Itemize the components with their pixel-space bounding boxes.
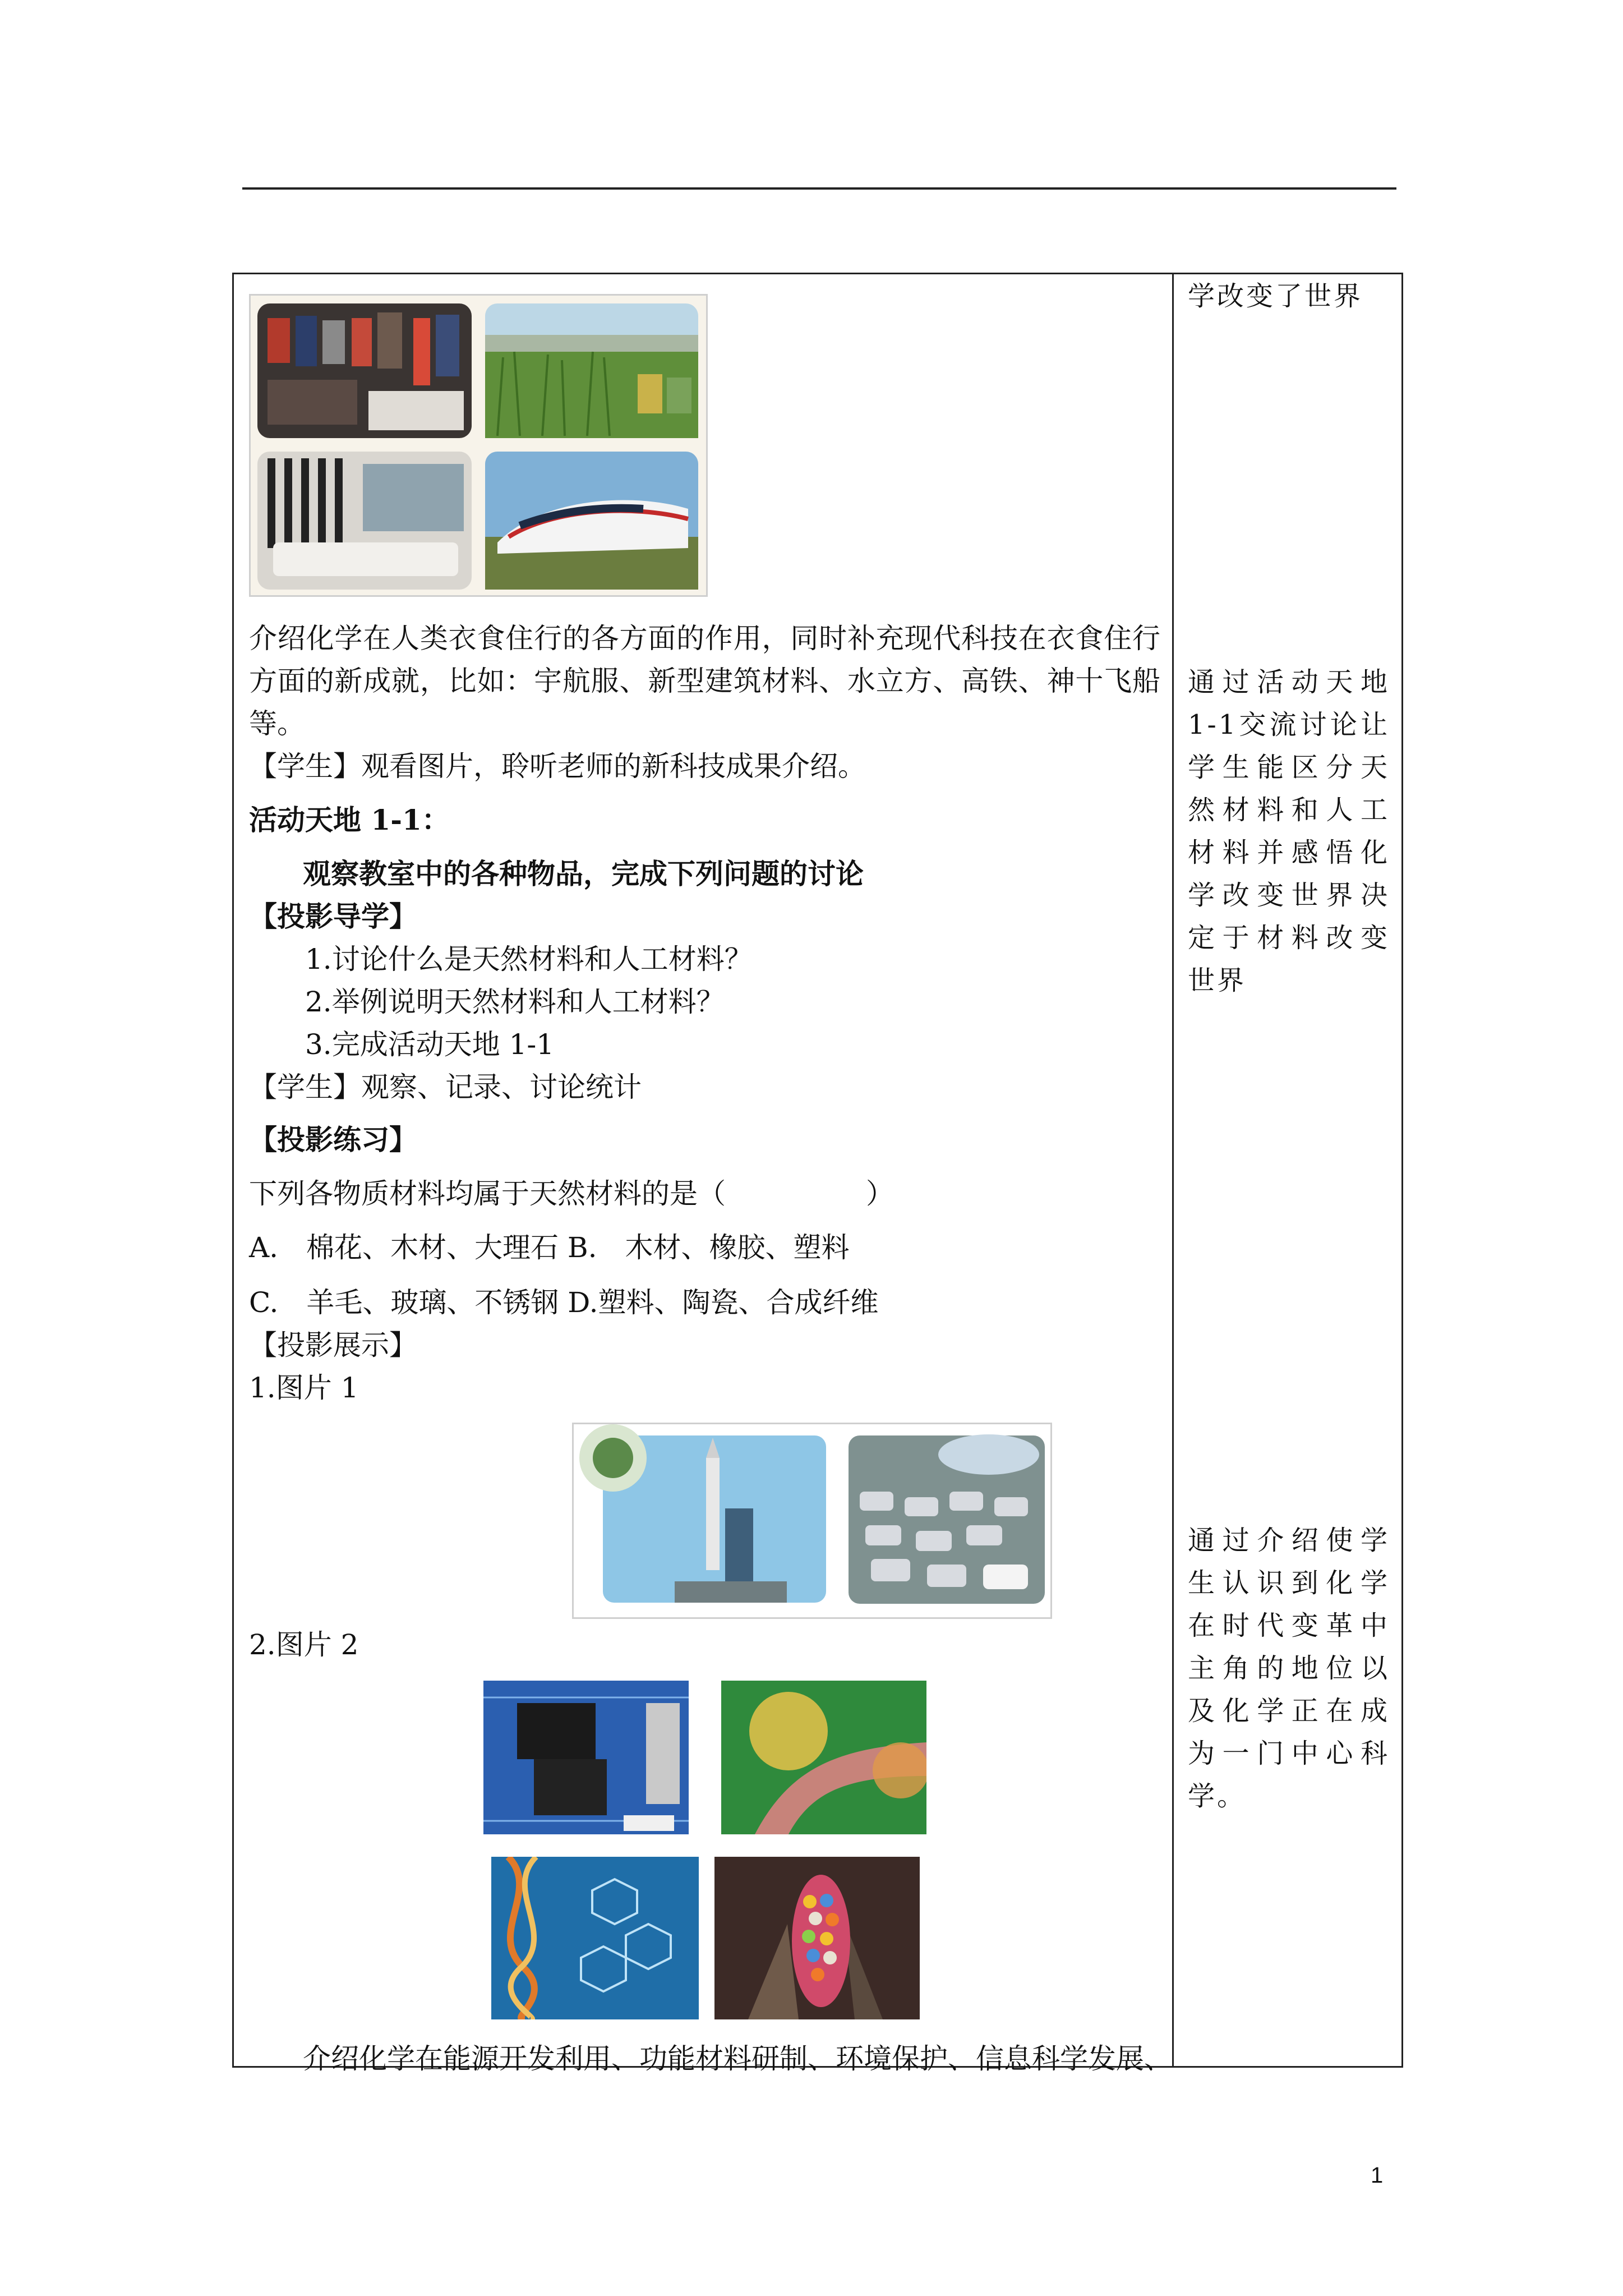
colored-corn-graphic: [714, 1857, 920, 2019]
picture-1-image: [572, 1423, 1052, 1619]
student-note-2: 【学生】观察、记录、讨论统计: [249, 1071, 642, 1103]
practice-title: 【投影练习】: [249, 1123, 417, 1156]
guide-title: 【投影导学】: [249, 900, 417, 933]
colored-corn-image: [714, 1857, 920, 2019]
dna-network-graphic: [491, 1857, 699, 2019]
life-collage-image: [249, 294, 708, 597]
side-note-2: 通过活动天地1-1交流讨论让学生能区分天然材料和人工材料并感悟化学改变世界决定于材料改变世界: [1188, 666, 1390, 996]
guide-item-1: 1.讨论什么是天然材料和人工材料？: [305, 943, 753, 976]
display-title: 【投影展示】: [249, 1329, 417, 1361]
header-rule: [242, 187, 1396, 190]
student-note-1: 【学生】观看图片，聆听老师的新科技成果介绍。: [249, 750, 866, 783]
activity-title: 活动天地 1-1：: [249, 803, 450, 836]
closing-paragraph: 介绍化学在能源开发利用、功能材料研制、环境保护、信息科学发展、: [303, 2042, 1172, 2075]
picture-1-label: 1.图片 1: [249, 1372, 359, 1404]
intro-paragraph: 介绍化学在人类衣食住行的各方面的作用，同时补充现代科技在衣食住行方面的新成就，比如：宇航服、新型建筑材料、水立方、高铁、神十飞船等。: [249, 622, 1160, 740]
guide-item-3: 3.完成活动天地 1-1: [305, 1028, 555, 1061]
side-note-3: 通过介绍使学生认识到化学在时代变革中主角的地位以及化学正在成为一门中心科学。: [1188, 1525, 1390, 1812]
page-number: 1: [1371, 2163, 1384, 2188]
circuit-board-graphic: [483, 1681, 689, 1834]
options-a-b: A. 棉花、木材、大理石 B. 木材、橡胶、塑料: [249, 1231, 850, 1264]
side-note-1: 学改变了世界: [1188, 280, 1363, 312]
life-collage-graphic: [251, 296, 706, 595]
circuit-board-image: [483, 1681, 689, 1834]
options-c-d: C. 羊毛、玻璃、不锈钢 D.塑料、陶瓷、合成纤维: [249, 1286, 879, 1319]
guide-item-2: 2.举例说明天然材料和人工材料？: [305, 986, 725, 1018]
picture-1-graphic: [574, 1424, 1050, 1617]
activity-task: 观察教室中的各种物品，完成下列问题的讨论: [303, 857, 864, 890]
optical-fiber-graphic: [721, 1681, 926, 1834]
optical-fiber-image: [721, 1681, 926, 1834]
column-divider: [1172, 273, 1174, 2068]
picture-2-label: 2.图片 2: [249, 1628, 359, 1661]
dna-network-image: [491, 1857, 699, 2019]
practice-question: 下列各物质材料均属于天然材料的是（ ）: [249, 1177, 894, 1210]
